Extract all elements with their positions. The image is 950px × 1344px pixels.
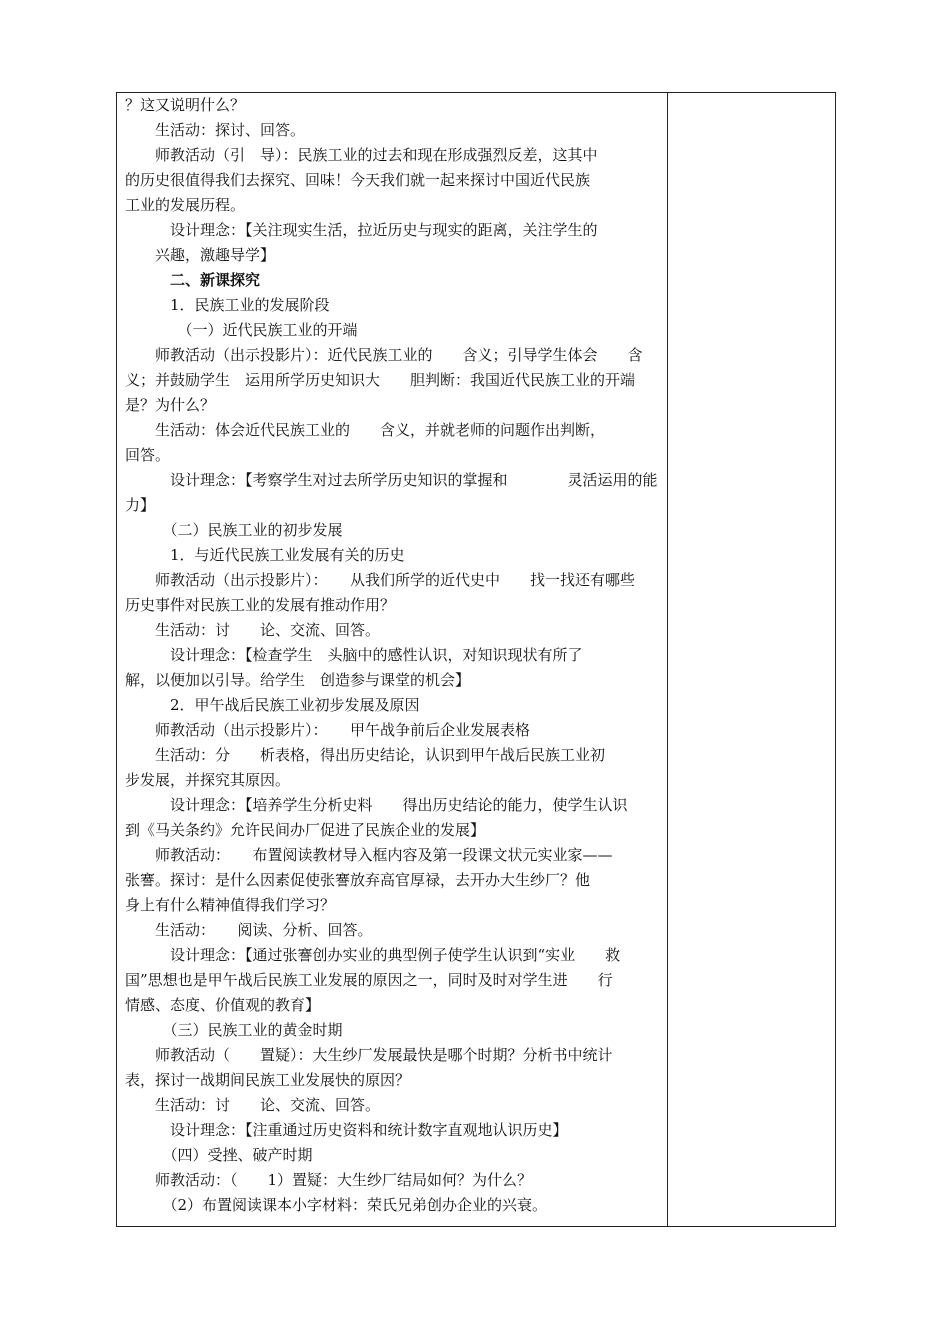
text-line: 生活动：探讨、回答。 [125, 121, 306, 139]
text-line: 生活动：讨 论、交流、回答。 [125, 1096, 381, 1114]
design-note: 设计理念：【通过张謇创办实业的典型例子使学生认识到“实业 救 [125, 946, 621, 964]
subsection-heading: 1．与近代民族工业发展有关的历史 [125, 546, 405, 564]
lesson-plan-table [116, 92, 836, 1227]
design-note: 设计理念：【关注现实生活，拉近历史与现实的距离，关注学生的 [125, 221, 598, 239]
text-line: 工业的发展历程。 [125, 196, 246, 214]
text-line: 师教活动（出示投影片）： 从我们所学的近代史中 找一找还有哪些 [125, 571, 636, 589]
text-line: 步发展，并探究其原因。 [125, 771, 291, 789]
text-line: 回答。 [125, 446, 171, 464]
text-line: （2）布置阅读课本小字材料：荣氏兄弟创办企业的兴衰。 [125, 1196, 548, 1214]
text-line: 师教活动： 布置阅读教材导入框内容及第一段课文状元实业家—— [125, 846, 613, 864]
text-line: 的历史很值得我们去探究、回味！今天我们就一起来探讨中国近代民族 [125, 171, 591, 189]
design-note: 设计理念：【培养学生分析史料 得出历史结论的能力，使学生认识 [125, 796, 628, 814]
text-line: 历史事件对民族工业的发展有推动作用？ [125, 596, 396, 614]
text-line: 表，探讨一战期间民族工业发展快的原因？ [125, 1071, 411, 1089]
design-note: 情感、态度、价值观的教育】 [125, 996, 321, 1014]
text-line: 师教活动（ 置疑）：大生纱厂发展最快是哪个时期？分析书中统计 [125, 1046, 613, 1064]
text-line: 义；并鼓励学生 运用所学历史知识大 胆判断：我国近代民族工业的开端 [125, 371, 636, 389]
notes-cell [668, 93, 835, 1226]
text-line: 生活动：讨 论、交流、回答。 [125, 621, 381, 639]
design-note: 力】 [125, 496, 156, 514]
design-note: 设计理念：【检查学生 头脑中的感性认识，对知识现状有所了 [125, 646, 583, 664]
design-note: 到《马关条约》允许民间办厂促进了民族企业的发展】 [125, 821, 486, 839]
subsection-heading: （三）民族工业的黄金时期 [125, 1021, 343, 1039]
text-line: 生活动：分 析表格，得出历史结论，认识到甲午战后民族工业初 [125, 746, 606, 764]
text-line: 师教活动（引 导）：民族工业的过去和现在形成强烈反差，这其中 [125, 146, 598, 164]
text-line: 生活动： 阅读、分析、回答。 [125, 921, 373, 939]
design-note: 国”思想也是甲午战后民族工业发展的原因之一，同时及时对学生进 行 [125, 971, 613, 989]
subsection-heading: （四）受挫、破产时期 [125, 1146, 313, 1164]
text-line: 是？为什么？ [125, 396, 216, 414]
text-line: ？这又说明什么？ [125, 96, 246, 114]
design-note: 设计理念：【考察学生对过去所学历史知识的掌握和 灵活运用的能 [125, 471, 658, 489]
text-line: 师教活动（出示投影片）：近代民族工业的 含义；引导学生体会 含 [125, 346, 643, 364]
text-line: 师教活动（出示投影片）： 甲午战争前后企业发展表格 [125, 721, 531, 739]
text-line: 师教活动：（ 1）置疑：大生纱厂结局如何？为什么？ [125, 1171, 533, 1189]
text-line: 生活动：体会近代民族工业的 含义，并就老师的问题作出判断， [125, 421, 606, 439]
subsection-heading: （一）近代民族工业的开端 [125, 321, 358, 339]
lesson-content-cell [117, 93, 667, 1226]
text-line: 张謇。探讨：是什么因素促使张謇放弃高官厚禄，去开办大生纱厂？他 [125, 871, 591, 889]
subsection-heading: 2．甲午战后民族工业初步发展及原因 [125, 696, 420, 714]
design-note: 兴趣，激趣导学】 [125, 246, 276, 264]
design-note: 解，以便加以引导。给学生 创造参与课堂的机会】 [125, 671, 471, 689]
subsection-heading: （二）民族工业的初步发展 [125, 521, 343, 539]
section-heading: 二、新课探究 [125, 271, 261, 289]
design-note: 设计理念：【注重通过历史资料和统计数字直观地认识历史】 [125, 1121, 568, 1139]
subsection-heading: 1．民族工业的发展阶段 [125, 296, 330, 314]
text-line: 身上有什么精神值得我们学习？ [125, 896, 336, 914]
